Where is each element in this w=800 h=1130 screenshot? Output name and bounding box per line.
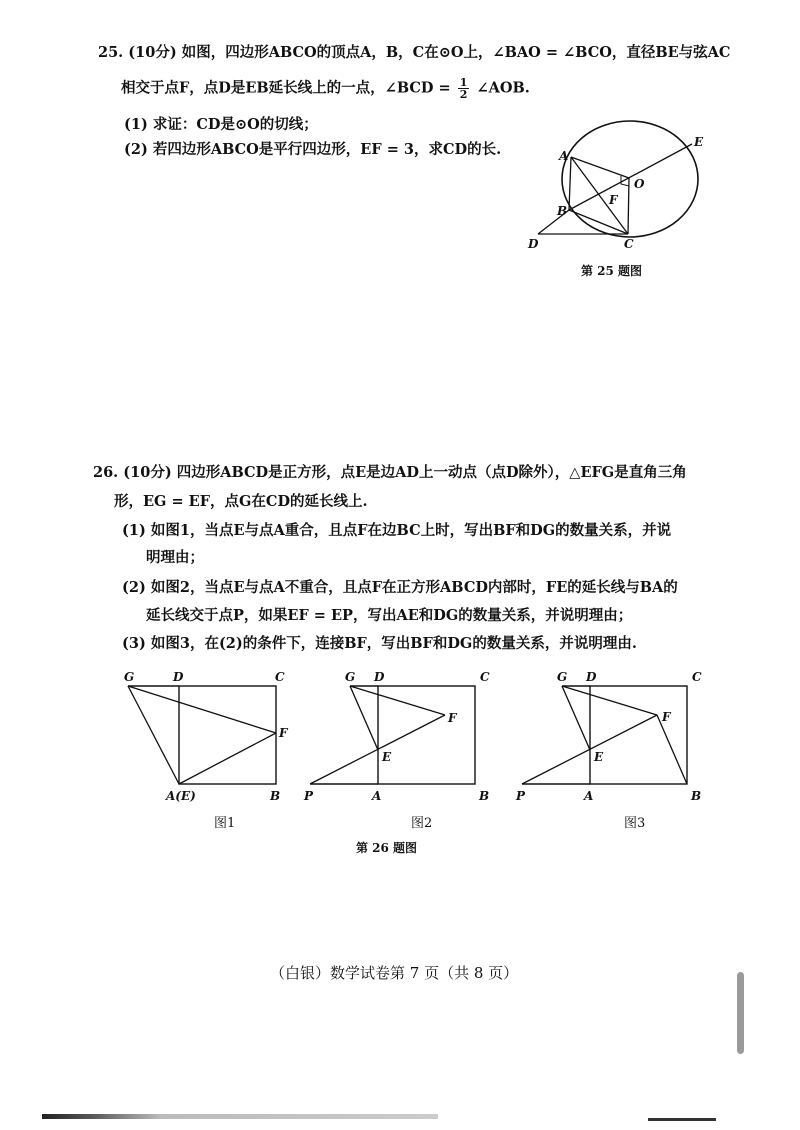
q26-fig1-label-C: C [275, 670, 285, 684]
q26-fig1-segment-AF [179, 733, 276, 784]
q26-fig2-label-C: C [480, 670, 490, 684]
q26-figure-2 [300, 665, 500, 805]
q26-fig3-label-P: P [516, 789, 526, 803]
q26-fig3-label-A: A [584, 789, 594, 803]
q26-fig1-label-G: G [124, 670, 135, 684]
q25-part2: (2) 若四边形ABCO是平行四边形，EF = 3，求CD的长. [124, 141, 502, 158]
q25-radius-OA [571, 157, 629, 178]
q25-segment-AB [569, 157, 571, 210]
q26-part3: (3) 如图3，在(2)的条件下，连接BF，写出BF和DG的数量关系，并说明理由. [122, 635, 637, 652]
q26-fig3-square [590, 686, 687, 784]
q26-fig1-label-F: F [279, 726, 288, 740]
q26-fig3-label-C: C [692, 670, 702, 684]
q26-fig1-caption: 图1 [214, 816, 236, 831]
page-footer: （白银）数学试卷第 7 页（共 8 页） [270, 964, 519, 982]
q26-fig3-segment-GF [562, 686, 657, 715]
q26-part1-a: (1) 如图1，当点E与点A重合，且点F在边BC上时，写出BF和DG的数量关系，并说 [122, 522, 672, 539]
q26-fig1-segment-GF [128, 686, 276, 733]
q26-figure-3 [510, 665, 710, 805]
q26-fig2-caption: 图2 [411, 816, 433, 831]
q25-label-C: C [624, 237, 634, 251]
q26-fig2-segment-GF [350, 686, 445, 715]
q26-fig2-label-B: B [479, 789, 490, 803]
q26-part1-b: 明理由； [146, 549, 204, 566]
q25-line1: 25. (10分) 如图，四边形ABCO的顶点A，B，C在⊙O上，∠BAO = ∠BCO，直径BE与弦AC [98, 44, 731, 61]
q25-label-D: D [528, 237, 539, 251]
q26-fig2-label-D: D [374, 670, 385, 684]
q25-fraction-denominator: 2 [459, 88, 468, 101]
q26-part2-b: 延长线交于点P，如果EF = EP，写出AE和DG的数量关系，并说明理由； [146, 607, 633, 624]
q26-fig3-label-G: G [557, 670, 568, 684]
q26-line1: 26. (10分) 四边形ABCD是正方形，点E是边AD上一动点（点D除外），△EFG是直角三角 [93, 464, 687, 481]
q26-fig3-label-E: E [594, 750, 604, 764]
q26-fig1-label-AE: A(E) [166, 789, 196, 803]
q26-fig2-square [378, 686, 475, 784]
q26-fig3-caption: 图3 [624, 816, 646, 831]
q26-line2: 形，EG = EF，点G在CD的延长线上. [114, 493, 368, 510]
q25-fraction [458, 77, 470, 100]
q26-part2-a: (2) 如图2，当点E与点A不重合，且点F在正方形ABCD内部时，FE的延长线与BA的 [122, 579, 678, 596]
q26-figure-1 [115, 665, 295, 805]
q25-label-B: B [557, 204, 568, 218]
q25-diameter-BE [569, 144, 692, 210]
q26-fig3-label-D: D [586, 670, 597, 684]
q26-fig1-segment-GA [128, 686, 179, 784]
q25-line2-a: 相交于点F，点D是EB延长线上的一点，∠BCD = [121, 79, 451, 97]
vertical-scrollbar[interactable] [737, 972, 744, 1054]
q26-fig2-label-A: A [372, 789, 382, 803]
q26-fig3-segment-BF [657, 715, 687, 784]
q26-fig2-label-G: G [345, 670, 356, 684]
scan-edge-strip-left [42, 1114, 438, 1119]
q25-part1: (1) 求证：CD是⊙O的切线； [124, 116, 318, 133]
scan-edge-strip-right [648, 1118, 716, 1121]
q26-fig1-label-D: D [173, 670, 184, 684]
q26-figure-caption: 第 26 题图 [356, 841, 418, 855]
q26-fig3-segment-GE [562, 686, 590, 750]
q25-label-O: O [634, 177, 645, 191]
q25-figure [520, 110, 720, 260]
q25-line2 [121, 77, 530, 100]
q26-fig2-label-E: E [382, 750, 392, 764]
q25-label-E: E [694, 135, 704, 149]
q26-fig2-label-F: F [448, 711, 457, 725]
q26-fig1-square [179, 686, 276, 784]
q26-fig3-label-F: F [662, 710, 671, 724]
q26-fig1-label-B: B [270, 789, 281, 803]
q26-fig3-label-B: B [691, 789, 702, 803]
q26-fig2-label-P: P [304, 789, 314, 803]
q25-figure-caption: 第 25 题图 [581, 264, 643, 278]
q25-circle [562, 121, 698, 237]
q25-label-A: A [559, 149, 569, 163]
q25-fraction-numerator: 1 [459, 76, 468, 89]
q25-label-F: F [609, 193, 618, 207]
q25-line2-b: ∠AOB. [476, 79, 530, 97]
q26-fig2-segment-GE [350, 686, 378, 750]
